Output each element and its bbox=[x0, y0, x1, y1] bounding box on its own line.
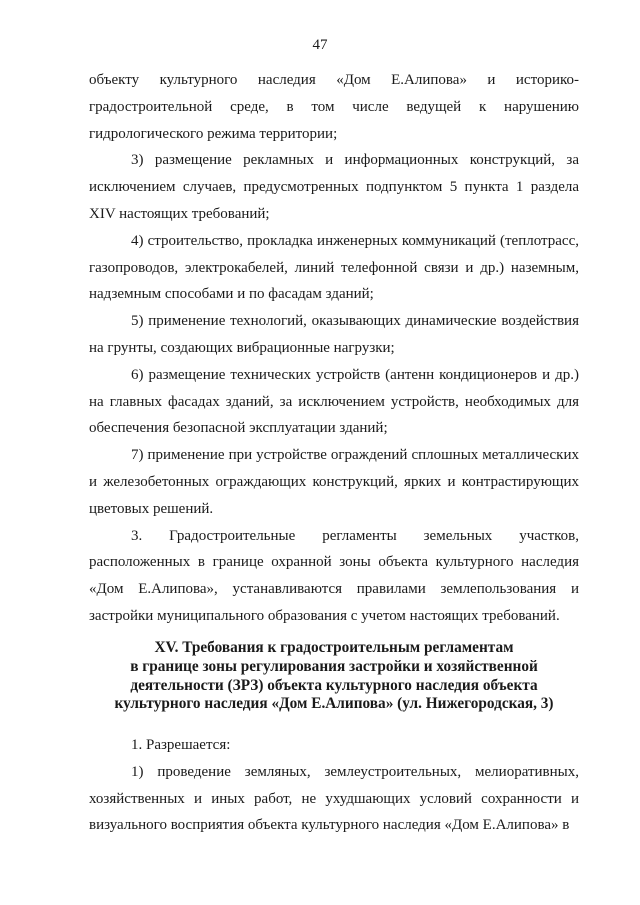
paragraph-item-5: 5) применение технологий, оказывающих динамические воздействия на грунты, создающих вибрационные нагрузки; bbox=[89, 313, 579, 356]
section-heading-line-4: культурного наследия «Дом Е.Алипова» (ул. Нижегородская, 3) bbox=[114, 695, 554, 713]
paragraph-continuation: объекту культурного наследия «Дом Е.Алипова» и историко-градостроительной среде, в том числе ведущей к нарушению гидрологического режима территории; bbox=[89, 72, 579, 142]
section-heading-line-3: деятельности (ЗРЗ) объекта культурного наследия объекта bbox=[130, 676, 538, 694]
paragraph-clause-3: 3. Градостроительные регламенты земельных участков, расположенных в границе охранной зоны объекта культурного наследия «Дом Е.Алипова», устанавливаются правилами землепользования и застройки муниципального образования с учетом настоящих требований. bbox=[89, 527, 579, 624]
section-heading bbox=[89, 639, 579, 714]
lower-text bbox=[89, 732, 579, 839]
paragraph-allowed-item-1: 1) проведение земляных, землеустроительных, мелиоративных, хозяйственных и иных работ, не ухудшающих условий сохранности и визуального восприятия объекта культурного наследия «Дом Е.Алипова» в bbox=[89, 763, 579, 834]
section-heading-line-2: в границе зоны регулирования застройки и хозяйственной bbox=[130, 657, 538, 675]
paragraph-item-3: 3) размещение рекламных и информационных конструкций, за исключением случаев, предусмотренных подпунктом 5 пункта 1 раздела XIV настоящих требований; bbox=[89, 152, 579, 222]
paragraph-item-4: 4) строительство, прокладка инженерных коммуникаций (теплотрасс, газопроводов, электрокабелей, линий телефонной связи и др.) наземным, надземным способами и по фасадам зданий; bbox=[89, 232, 579, 303]
page-number: 47 bbox=[312, 37, 328, 53]
paragraph-item-6: 6) размещение технических устройств (антенн кондиционеров и др.) на главных фасадах зданий, за исключением устройств, необходимых для обеспечения безопасной эксплуатации зданий; bbox=[89, 366, 579, 437]
section-heading-line-1: XV. Требования к градостроительным регламентам bbox=[154, 639, 514, 656]
paragraph-item-7: 7) применение при устройстве ограждений сплошных металлических и железобетонных ограждающих конструкций, ярких и контрастирующих цветовых решений. bbox=[89, 447, 579, 517]
paragraph-allowed: 1. Разрешается: bbox=[131, 737, 231, 753]
body-text bbox=[89, 67, 579, 630]
